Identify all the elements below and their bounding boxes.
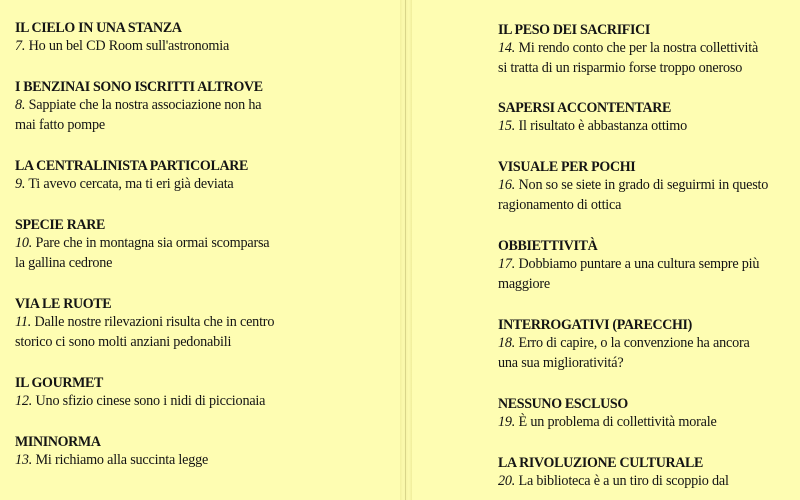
entry-15 xyxy=(498,98,798,137)
entry-line: la gallina cedrone xyxy=(15,254,113,271)
entry-title: IL CIELO IN UNA STANZA xyxy=(15,19,182,36)
entry-title: OBBIETTIVITÀ xyxy=(498,237,598,254)
entry-20 xyxy=(498,453,798,492)
entry-number: 18. xyxy=(498,335,516,351)
entry-number: 20. xyxy=(498,473,516,489)
entry-number: 7. xyxy=(15,38,26,54)
entry-line: Ho un bel CD Room sull'astronomia xyxy=(28,38,230,54)
entry-line: ragionamento di ottica xyxy=(498,196,622,213)
entry-line: Ti avevo cercata, ma ti eri già deviata xyxy=(28,176,234,192)
entry-text xyxy=(498,334,798,354)
entry-17 xyxy=(498,236,798,294)
entry-line: Mi rendo conto che per la nostra collettività xyxy=(518,40,759,56)
entry-9 xyxy=(15,156,395,195)
entry-10 xyxy=(15,215,395,273)
entry-title: SPECIE RARE xyxy=(15,216,106,233)
entry-title: LA RIVOLUZIONE CULTURALE xyxy=(498,454,704,471)
entry-line: Non so se siete in grado di seguirmi in questo xyxy=(518,177,769,193)
entry-text xyxy=(498,413,798,433)
entry-number: 9. xyxy=(15,176,26,192)
entry-line: Erro di capire, o la convenzione ha ancora xyxy=(518,335,750,351)
entry-text xyxy=(498,39,798,59)
entry-line: si tratta di un risparmio forse troppo oneroso xyxy=(498,59,743,76)
entry-title: IL PESO DEI SACRIFICI xyxy=(498,21,651,38)
entry-number: 15. xyxy=(498,118,516,134)
entry-line: Dalle nostre rilevazioni risulta che in centro xyxy=(34,314,275,330)
entry-text xyxy=(15,37,395,57)
entry-number: 14. xyxy=(498,40,516,56)
entry-number: 16. xyxy=(498,177,516,193)
entry-line: Dobbiamo puntare a una cultura sempre più xyxy=(518,256,760,272)
entry-number: 8. xyxy=(15,97,26,113)
entry-text xyxy=(15,392,395,412)
entry-line: Sappiate che la nostra associazione non ha xyxy=(28,97,262,113)
entry-text xyxy=(15,234,395,254)
entry-line: Uno sfizio cinese sono i nidi di piccionaia xyxy=(35,393,266,409)
entry-line: storico ci sono molti anziani pedonabili xyxy=(15,333,232,350)
entry-text xyxy=(498,255,798,275)
entry-18 xyxy=(498,315,798,373)
entry-text xyxy=(15,451,395,471)
entry-8 xyxy=(15,77,395,135)
entry-line: Pare che in montagna sia ormai scomparsa xyxy=(35,235,270,251)
entry-title: IL GOURMET xyxy=(15,374,104,391)
entry-number: 12. xyxy=(15,393,33,409)
entry-14 xyxy=(498,20,798,78)
entry-line: Mi richiamo alla succinta legge xyxy=(35,452,209,468)
entry-title: I BENZINAI SONO ISCRITTI ALTROVE xyxy=(15,78,263,95)
entry-title: MININORMA xyxy=(15,433,101,450)
entry-text xyxy=(15,175,395,195)
entry-title: VISUALE PER POCHI xyxy=(498,158,636,175)
right-page xyxy=(412,0,800,500)
entry-line: maggiore xyxy=(498,275,550,292)
entry-line: mai fatto pompe xyxy=(15,116,105,133)
entry-line: È un problema di collettività morale xyxy=(518,414,717,430)
entry-title: NESSUNO ESCLUSO xyxy=(498,395,628,412)
entry-number: 19. xyxy=(498,414,516,430)
entry-title: VIA LE RUOTE xyxy=(15,295,112,312)
entry-text xyxy=(15,313,395,333)
entry-number: 10. xyxy=(15,235,33,251)
entry-title: LA CENTRALINISTA PARTICOLARE xyxy=(15,157,248,174)
entry-19 xyxy=(498,394,798,433)
entry-text xyxy=(15,96,395,116)
entry-title: SAPERSI ACCONTENTARE xyxy=(498,99,672,116)
entry-line: una sua migliorativitá? xyxy=(498,354,624,371)
entry-11 xyxy=(15,294,395,352)
book-gutter xyxy=(400,0,412,500)
entry-line: Il risultato è abbastanza ottimo xyxy=(518,118,688,134)
entry-text xyxy=(498,176,798,196)
entry-7 xyxy=(15,18,395,57)
entry-text xyxy=(498,472,798,492)
entry-13 xyxy=(15,432,395,471)
entry-number: 11. xyxy=(15,314,32,330)
entry-title: INTERROGATIVI (PARECCHI) xyxy=(498,316,692,333)
entry-12 xyxy=(15,373,395,412)
entry-number: 13. xyxy=(15,452,33,468)
entry-number: 17. xyxy=(498,256,516,272)
entry-line: La biblioteca è a un tiro di scoppio dal xyxy=(518,473,729,489)
entry-text xyxy=(498,117,798,137)
entry-16 xyxy=(498,157,798,215)
